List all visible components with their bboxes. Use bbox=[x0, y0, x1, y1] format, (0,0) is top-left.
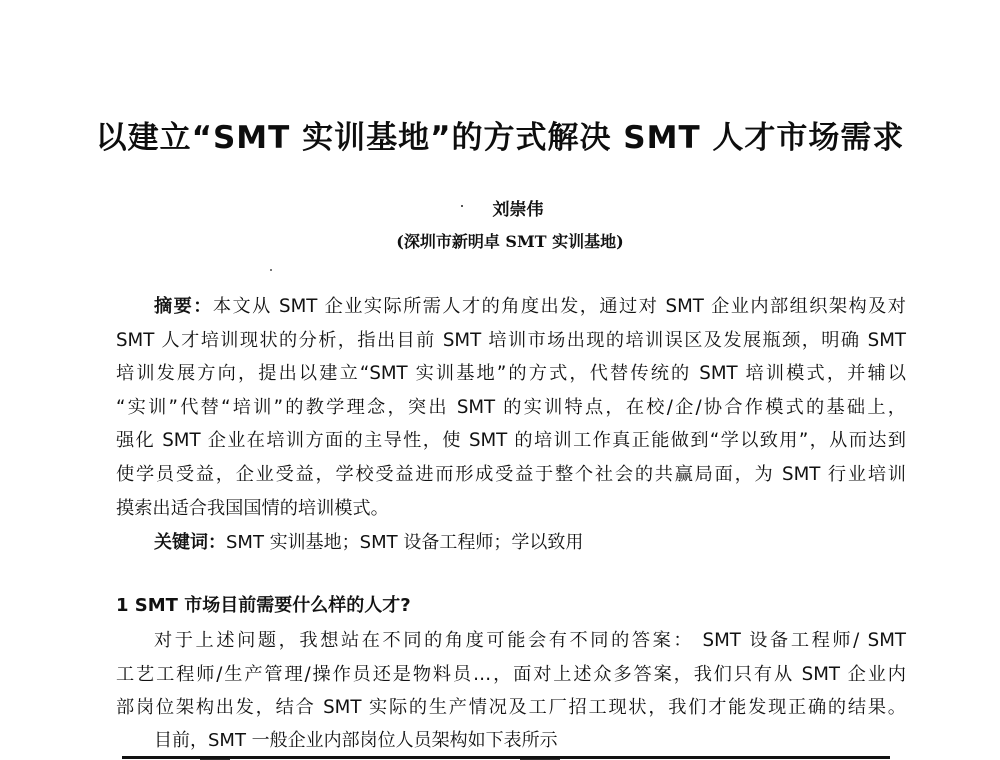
paper-title: 以建立“SMT 实训基地”的方式解决 SMT 人才市场需求 bbox=[95, 120, 905, 156]
author-affiliation: (深圳市新明卓 SMT 实训基地) bbox=[396, 232, 624, 251]
paragraph-line: 工艺工程师/生产管理/操作员还是物料员…，面对上述众多答案，我们只有从 SMT 企业内 bbox=[116, 663, 906, 685]
abstract-line: 强化 SMT 企业在培训方面的主导性，使 SMT 的培训工作真正能做到“学以致用”，从而达到 bbox=[116, 430, 906, 452]
section-paragraph bbox=[116, 624, 906, 725]
abstract-line: 摸索出适合我国国情的培训模式。 bbox=[116, 497, 389, 519]
abstract-line: 培训发展方向，提出以建立“SMT 实训基地”的方式，代替传统的 SMT 培训模式，并辅以 bbox=[116, 363, 906, 385]
paragraph-line: 对于上述问题，我想站在不同的角度可能会有不同的答案： SMT 设备工程师/ SMT bbox=[154, 630, 906, 651]
table-top-rule bbox=[122, 756, 890, 759]
table-intro: 目前，SMT 一般企业内部岗位人员架构如下表所示 bbox=[154, 730, 558, 751]
abstract-line: 使学员受益，企业受益，学校受益进而形成受益于整个社会的共赢局面，为 SMT 行业培训 bbox=[116, 463, 906, 485]
section-heading: 1 SMT 市场目前需要什么样的人才? bbox=[116, 595, 411, 616]
keywords-label: 关键词： bbox=[154, 532, 226, 553]
abstract-line bbox=[116, 290, 906, 324]
keywords bbox=[154, 526, 583, 559]
abstract-line: SMT 人才培训现状的分析，指出目前 SMT 培训市场出现的培训误区及发展瓶颈，明确 SMT bbox=[116, 329, 906, 351]
abstract bbox=[116, 290, 906, 525]
scan-speck bbox=[270, 269, 272, 271]
keywords-value: SMT 实训基地；SMT 设备工程师；学以致用 bbox=[226, 532, 584, 553]
abstract-text: 本文从 SMT 企业实际所需人才的角度出发，通过对 SMT 企业内部组织架构及对 bbox=[212, 296, 906, 317]
abstract-line: “实训”代替“培训”的教学理念，突出 SMT 的实训特点，在校/企/协合作模式的基础上， bbox=[116, 396, 906, 418]
abstract-label: 摘要： bbox=[154, 296, 213, 317]
author-name: 刘崇伟 bbox=[492, 200, 544, 220]
paragraph-line: 部岗位架构出发，结合 SMT 实际的生产情况及工厂招工现状，我们才能发现正确的结果。 bbox=[116, 697, 906, 719]
